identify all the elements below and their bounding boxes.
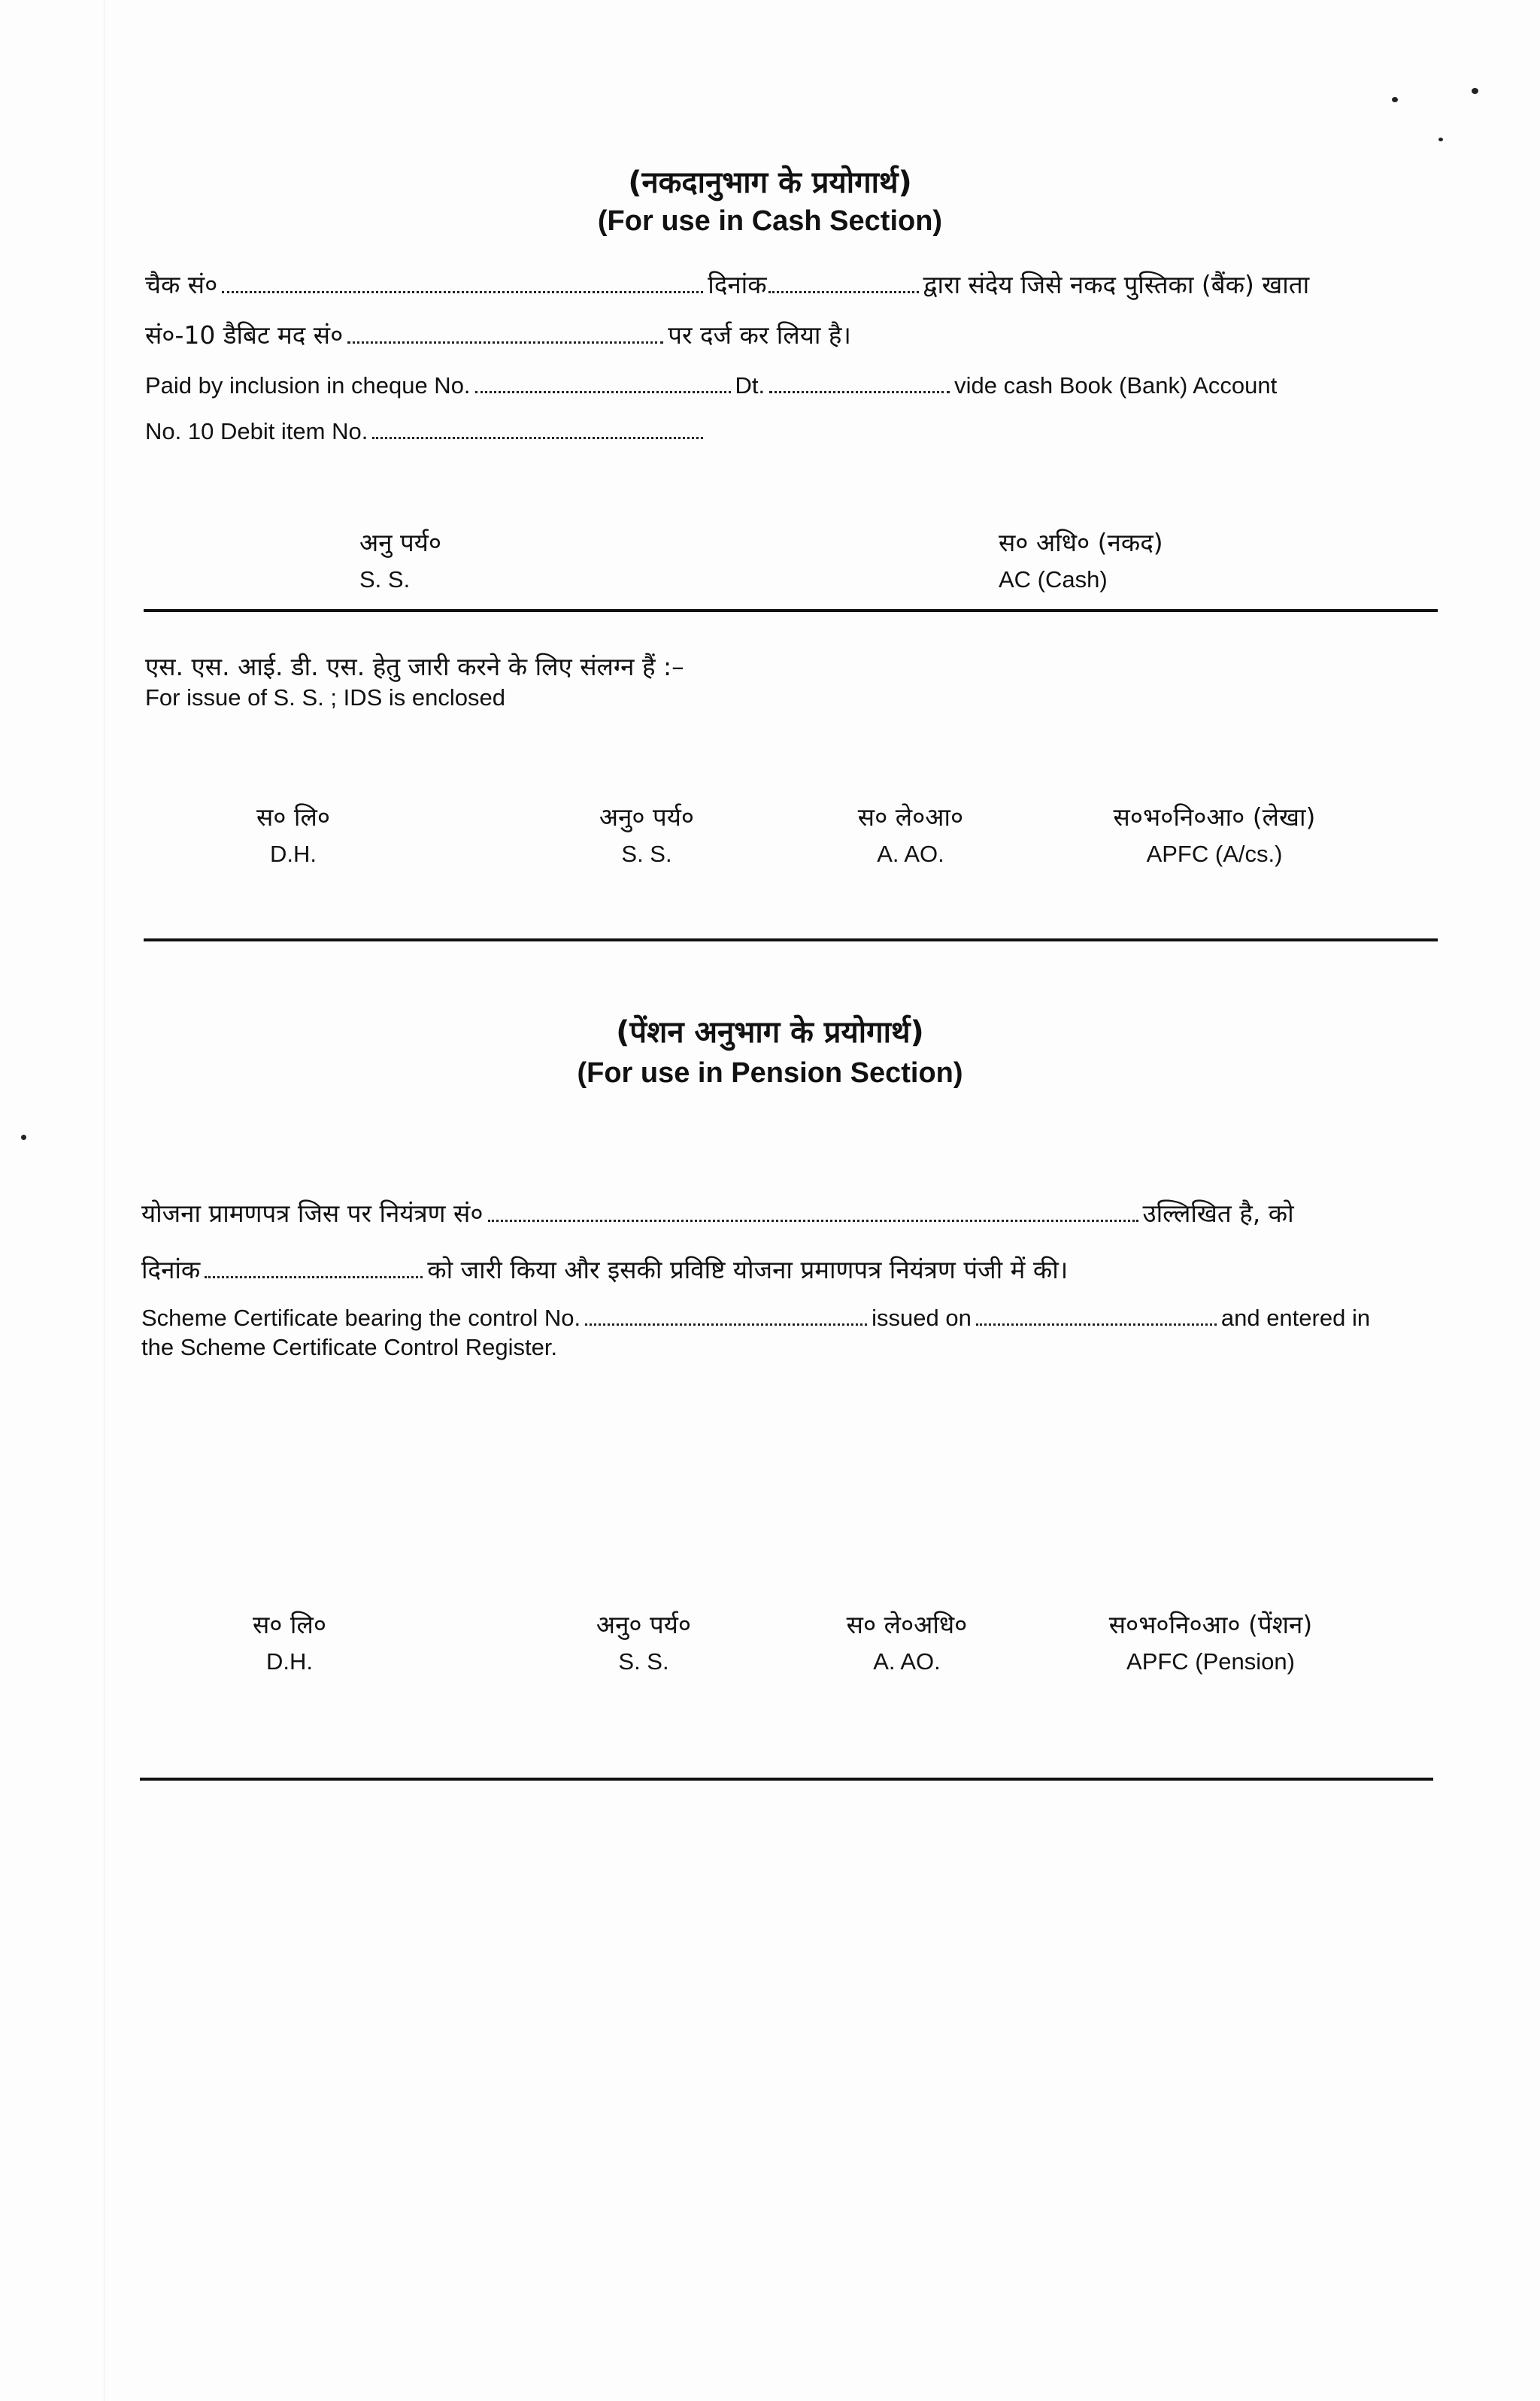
signature-hindi: स० ले०आ० (857, 802, 964, 832)
scan-speck (1438, 138, 1443, 141)
date-label-hindi: दिनांक (708, 270, 767, 299)
scan-speck (21, 1135, 26, 1140)
issue-date-label-hindi: दिनांक (141, 1255, 201, 1284)
payable-text-hindi: द्वारा संदेय जिसे नकद पुस्तिका (बैंक) खाता (923, 270, 1310, 299)
signature-hindi: स० लि० (252, 1610, 327, 1639)
signature-block-apfc-accounts (1064, 799, 1365, 868)
entered-in-text: and entered in (1220, 1305, 1371, 1331)
pension-hindi-line-2 (141, 1252, 1068, 1286)
issue-date-blank[interactable] (205, 1270, 423, 1278)
signature-block-aao (798, 799, 1023, 868)
pension-english-line-1 (141, 1305, 1370, 1332)
cheque-no-label: Paid by inclusion in cheque No. (145, 372, 471, 399)
cheque-no-field[interactable] (475, 385, 731, 393)
signature-english: APFC (A/cs.) (1146, 841, 1283, 867)
signature-hindi: स० लि० (256, 802, 331, 832)
pension-section-title-english: (For use in Pension Section) (577, 1057, 963, 1089)
signature-hindi: अनु० पर्य० (596, 1610, 692, 1639)
mentioned-text-hindi: उल्लिखित है, को (1142, 1199, 1294, 1228)
signature-english: APFC (Pension) (1126, 1648, 1295, 1675)
signature-english: S. S. (621, 841, 672, 867)
date-label: Dt. (735, 372, 765, 399)
cheque-no-blank[interactable] (222, 285, 703, 293)
signature-block-ss (534, 799, 759, 868)
cheque-no-label-hindi: चैक सं० (145, 270, 218, 299)
ids-text-hindi: एस. एस. आई. डी. एस. हेतु जारी करने के लिए संलग्न हैं :– (145, 652, 684, 681)
signature-english: S. S. (618, 1648, 669, 1675)
scan-margin-line (104, 0, 105, 2401)
cash-hindi-line-1 (145, 267, 1309, 301)
signature-block-aao (794, 1607, 1020, 1675)
signature-english: D.H. (270, 841, 317, 867)
pension-section-title-hindi: (पेंशन अनुभाग के प्रयोगार्थ) (616, 1015, 924, 1050)
signature-block-ss (531, 1607, 756, 1675)
pension-hindi-line-1 (141, 1196, 1294, 1229)
date-blank[interactable] (768, 285, 919, 293)
signature-block-dh (180, 799, 406, 868)
control-no-label-hindi: योजना प्रामणपत्र जिस पर नियंत्रण सं० (141, 1199, 484, 1228)
section-divider (144, 938, 1438, 941)
signature-english: S. S. (359, 566, 411, 593)
signature-hindi: अनु पर्य० (359, 528, 442, 557)
scan-speck (1392, 97, 1398, 102)
signature-hindi: स०भ०नि०आ० (पेंशन) (1108, 1610, 1313, 1639)
register-text-hindi: को जारी किया और इसकी प्रविष्टि योजना प्रमाणपत्र नियंत्रण पंजी में की। (427, 1255, 1069, 1284)
signature-hindi: स० अधि० (नकद) (999, 528, 1163, 557)
recorded-text-hindi: पर दर्ज कर लिया है। (668, 320, 851, 350)
cash-book-text: vide cash Book (Bank) Account (954, 372, 1278, 399)
control-no-field[interactable] (585, 1317, 867, 1326)
control-no-label: Scheme Certificate bearing the control No. (141, 1305, 581, 1331)
signature-hindi: स०भ०नि०आ० (लेखा) (1113, 802, 1316, 832)
signature-block-dh (177, 1607, 402, 1675)
signature-english: A. AO. (877, 841, 944, 867)
debit-item-label: No. 10 Debit item No. (145, 418, 368, 444)
debit-item-label-hindi: सं०-10 डैबिट मद सं० (145, 320, 344, 350)
scan-speck (1472, 88, 1478, 94)
signature-english: D.H. (266, 1648, 313, 1675)
pension-english-line-2: the Scheme Certificate Control Register. (141, 1334, 558, 1360)
date-field[interactable] (769, 385, 950, 393)
section-divider (144, 609, 1438, 612)
signature-block-apfc-pension (1060, 1607, 1361, 1675)
cash-english-line-1 (145, 372, 1277, 399)
cash-hindi-line-2 (145, 317, 851, 351)
signature-english: A. AO. (873, 1648, 941, 1675)
section-divider (140, 1778, 1433, 1781)
signature-hindi: अनु० पर्य० (599, 802, 695, 832)
debit-item-field[interactable] (372, 431, 703, 439)
signature-english: AC (Cash) (999, 566, 1108, 593)
cash-english-line-2 (145, 418, 708, 445)
issued-on-field[interactable] (976, 1317, 1217, 1326)
debit-item-blank[interactable] (347, 335, 663, 344)
control-no-blank[interactable] (488, 1214, 1138, 1222)
cash-section-title-hindi: (नकदानुभाग के प्रयोगार्थ) (628, 165, 912, 200)
signature-hindi: स० ले०अधि० (846, 1610, 968, 1639)
signature-block-ss (359, 525, 441, 593)
issued-on-label: issued on (872, 1305, 972, 1331)
cash-section-title-english: (For use in Cash Section) (597, 205, 943, 237)
signature-block-ac-cash (999, 525, 1163, 593)
ids-text-english: For issue of S. S. ; IDS is enclosed (145, 684, 505, 711)
